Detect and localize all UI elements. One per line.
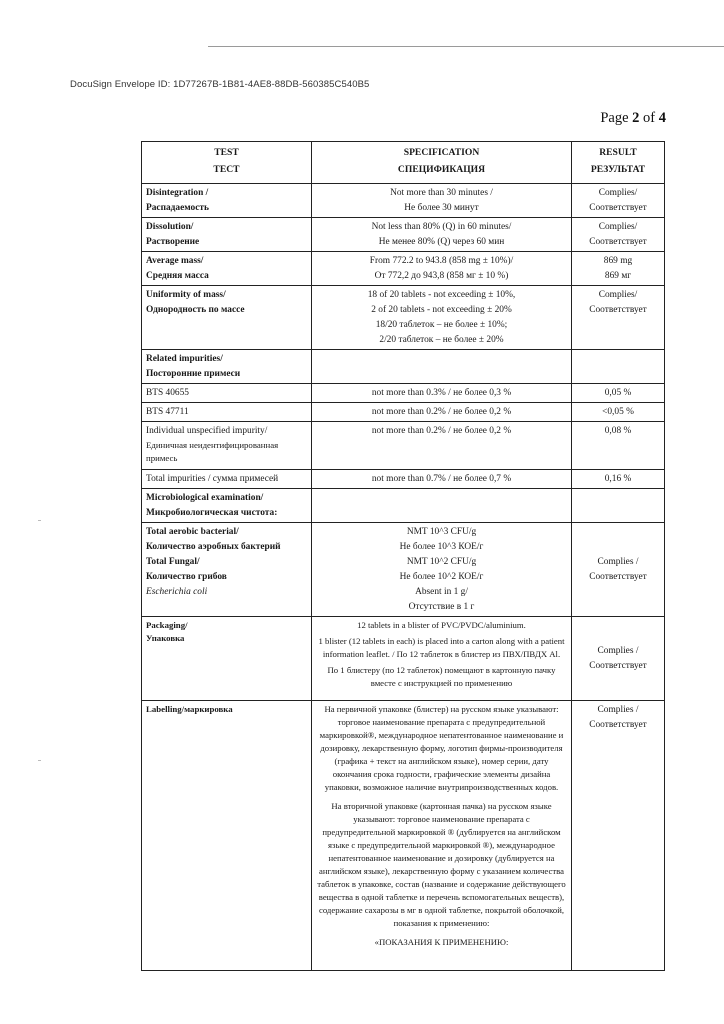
result-cell: 0,05 %	[572, 384, 665, 403]
test-cell: Microbiological examination/ Микробиологическая чистота:	[142, 489, 312, 523]
test-cell: Total aerobic bacterial/ Количество аэробных бактерий Total Fungal/ Количество грибов Escherichia coli	[142, 523, 312, 617]
test-cell: Labelling/маркировка	[142, 701, 312, 971]
docusign-envelope-id: DocuSign Envelope ID: 1D77267B-1B81-4AE8-88DB-560385C540B5	[70, 79, 370, 90]
row-total-impurities	[142, 470, 665, 489]
spec-cell: 12 tablets in a blister of PVC/PVDC/aluminium. 1 blister (12 tablets in each) is placed into a carton along with a patient information leaflet. / По 12 таблеток в блистер из ПВХ/ПВДХ Al. По 1 блистеру (по 12 таблеток) помещают в картонную пачку вместе с инструкцией по применению	[312, 617, 572, 701]
header-specification: SPECIFICATION СПЕЦИФИКАЦИЯ	[312, 142, 572, 184]
top-rule	[208, 46, 724, 47]
test-cell: BTS 40655	[142, 384, 312, 403]
result-cell: 0,16 %	[572, 470, 665, 489]
result-cell: Complies / Соответствует	[572, 617, 665, 701]
test-cell: Disintegration / Распадаемость	[142, 184, 312, 218]
spec-cell: not more than 0.3% / не более 0,3 %	[312, 384, 572, 403]
header-test: TEST ТЕСТ	[142, 142, 312, 184]
test-cell: Total impurities / сумма примесей	[142, 470, 312, 489]
result-cell: Complies/ Соответствует	[572, 184, 665, 218]
test-cell: Individual unspecified impurity/ Единичная неидентифицированная примесь	[142, 422, 312, 470]
page-total: 4	[658, 110, 666, 126]
test-cell: BTS 47711	[142, 403, 312, 422]
spec-cell: 18 of 20 tablets - not exceeding ± 10%, 2 of 20 tablets - not exceeding ± 20% 18/20 таблеток – не более ± 10%; 2/20 таблеток – не более ± 20%	[312, 286, 572, 350]
row-average-mass	[142, 252, 665, 286]
test-cell: Packaging/ Упаковка	[142, 617, 312, 701]
test-cell: Related impurities/ Посторонние примеси	[142, 350, 312, 384]
row-bts-47711	[142, 403, 665, 422]
page-number	[600, 110, 666, 127]
row-dissolution	[142, 218, 665, 252]
page-prefix: Page	[600, 110, 629, 126]
result-cell: 0,08 %	[572, 422, 665, 470]
row-disintegration	[142, 184, 665, 218]
result-cell: 869 mg 869 мг	[572, 252, 665, 286]
page-of: of	[643, 110, 656, 126]
spec-cell: NMT 10^3 CFU/g Не более 10^3 КОЕ/г NMT 10^2 CFU/g Не более 10^2 КОЕ/г Absent in 1 g/ Отсутствие в 1 г	[312, 523, 572, 617]
test-cell: Average mass/ Средняя масса	[142, 252, 312, 286]
page-current: 2	[632, 110, 640, 126]
specification-table	[141, 141, 665, 971]
spec-cell: not more than 0.7% / не более 0,7 %	[312, 470, 572, 489]
spec-cell: Not less than 80% (Q) in 60 minutes/ Не менее 80% (Q) через 60 мин	[312, 218, 572, 252]
test-cell: Dissolution/ Растворение	[142, 218, 312, 252]
row-microbiological	[142, 489, 665, 523]
result-cell	[572, 350, 665, 384]
spec-cell	[312, 489, 572, 523]
row-related-impurities	[142, 350, 665, 384]
spec-cell: not more than 0.2% / не более 0,2 %	[312, 422, 572, 470]
result-cell	[572, 489, 665, 523]
row-packaging	[142, 617, 665, 701]
spec-cell: На первичной упаковке (блистер) на русском языке указывают: торговое наименование препарата с предупредительной маркировкой®, международное непатентованное наименование и дозировку, лекарственную форму, логотип фирмы-производителя (графика + текст на английском языке), номер серии, дату окончания срока годности, графические элементы дизайна упаковки, возможное наличие внутрипроизводственных кодов. На вторичной упаковке (картонная пачка) на русском языке указывают: торговое наименование препарата с предупредительной маркировкой ® (дублируется на английском языке с предупредительной маркировкой ®), международное непатентованное наименование и дозировку (дублируется на английском языке), лекарственную форму с указанием количества таблеток в упаковке, состав (название и содержание действующего вещества в одной таблетке и перечень вспомогательных веществ), содержание сахарозы в мг в одной таблетке, покрытой оболочкой, показания к применению: «ПОКАЗАНИЯ К ПРИМЕНЕНИЮ:	[312, 701, 572, 971]
margin-mark	[38, 760, 41, 761]
spec-cell: From 772.2 to 943.8 (858 mg ± 10%)/ От 772,2 до 943,8 (858 мг ± 10 %)	[312, 252, 572, 286]
result-cell: <0,05 %	[572, 403, 665, 422]
test-cell: Uniformity of mass/ Однородность по массе	[142, 286, 312, 350]
spec-cell: Not more than 30 minutes / Не более 30 минут	[312, 184, 572, 218]
header-result: RESULT РЕЗУЛЬТАТ	[572, 142, 665, 184]
row-labelling	[142, 701, 665, 971]
header-row	[142, 142, 665, 184]
result-cell: Complies/ Соответствует	[572, 286, 665, 350]
row-unspecified-impurity	[142, 422, 665, 470]
spec-cell: not more than 0.2% / не более 0,2 %	[312, 403, 572, 422]
spec-cell	[312, 350, 572, 384]
margin-mark	[38, 520, 41, 521]
result-cell: Complies / Соответствует	[572, 523, 665, 617]
row-microbial-counts	[142, 523, 665, 617]
row-bts-40655	[142, 384, 665, 403]
result-cell: Complies/ Соответствует	[572, 218, 665, 252]
row-uniformity	[142, 286, 665, 350]
result-cell: Complies / Соответствует	[572, 701, 665, 971]
